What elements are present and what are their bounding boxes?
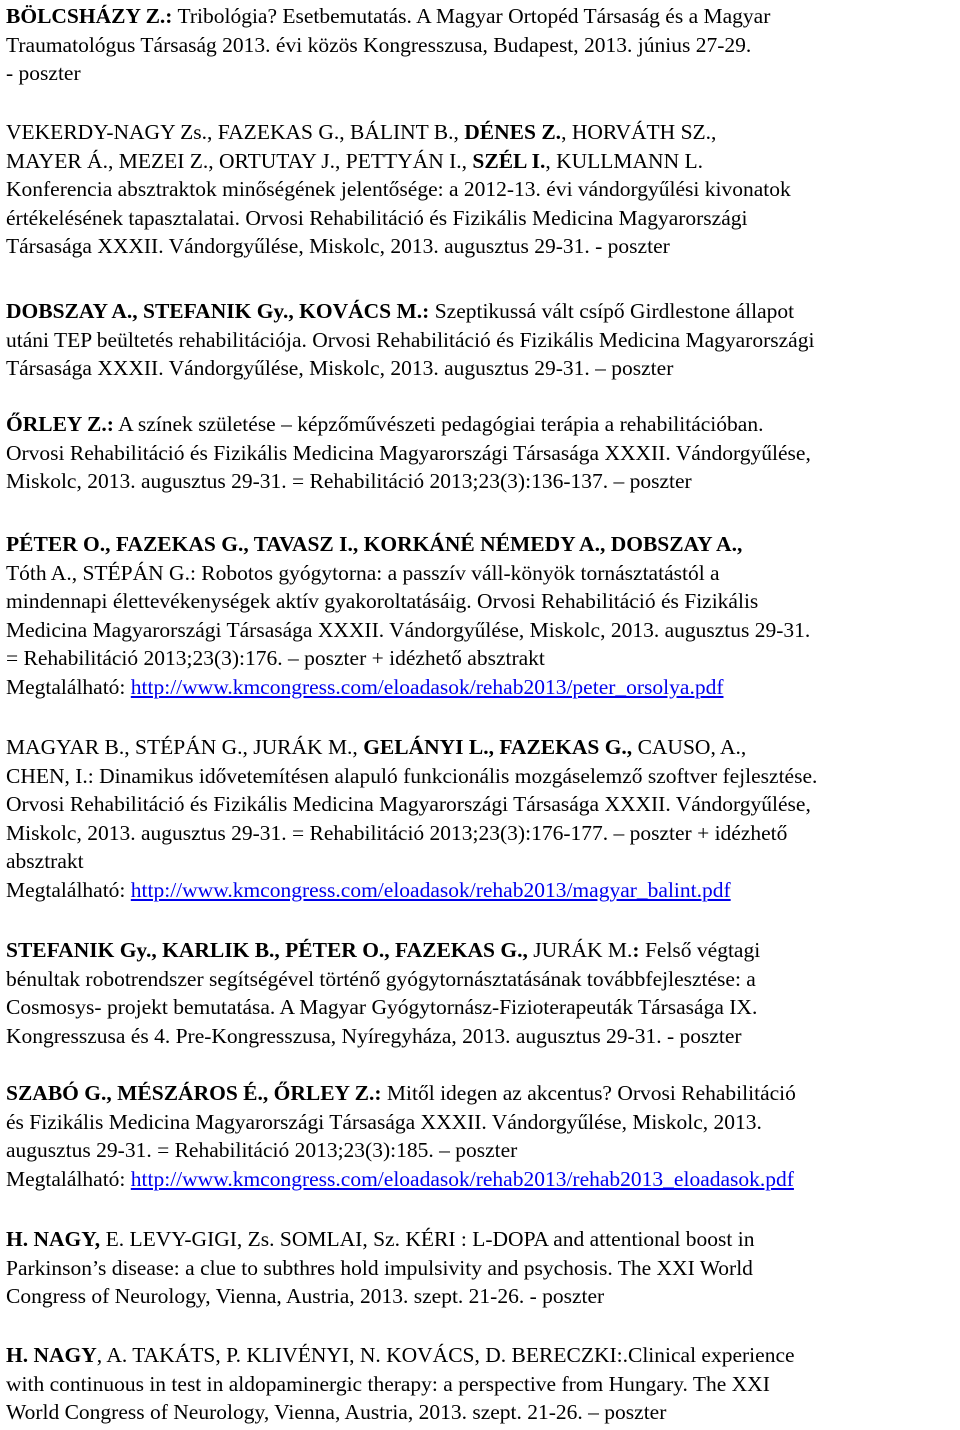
entry-line [6, 965, 956, 994]
entry-line [6, 616, 956, 645]
entry-line [6, 1282, 956, 1311]
entry-text: Tribológia? Esetbemutatás. A Magyar Ortopéd Társaság és a Magyar [172, 4, 771, 28]
publication-entry [6, 2, 956, 88]
entry-line [6, 31, 956, 60]
entry-text: MAGYAR B., STÉPÁN G., JURÁK M., [6, 735, 364, 759]
author-names: H. NAGY [6, 1343, 97, 1367]
entry-text: Megtalálható: [6, 877, 131, 902]
publication-entry [6, 936, 956, 1050]
entry-text: és Fizikális Medicina Magyarországi Társasága XXXII. Vándorgyűlése, Miskolc, 2013. [6, 1109, 762, 1134]
entry-line [6, 733, 956, 762]
entry-text: , A. TAKÁTS, P. KLIVÉNYI, N. KOVÁCS, D. BERECZKI:.Clinical experience [96, 1343, 795, 1367]
author-names: : [632, 938, 640, 962]
pdf-link[interactable]: http://www.kmcongress.com/eloadasok/rehab2013/rehab2013_eloadasok.pdf [130, 1166, 794, 1191]
entry-line [6, 326, 956, 355]
entry-line [6, 790, 956, 819]
entry-text: utáni TEP beültetés rehabilitációja. Orvosi Rehabilitáció és Fizikális Medicina Magyarországi [6, 327, 815, 352]
publication-entry [6, 1225, 956, 1311]
publication-entry [6, 1079, 956, 1193]
entry-text: , HORVÁTH SZ., [561, 120, 717, 144]
entry-line [6, 467, 956, 496]
publication-entry [6, 118, 956, 261]
entry-text: Társasága XXXII. Vándorgyűlése, Miskolc, 2013. augusztus 29-31. - poszter [6, 234, 670, 259]
author-names: ŐRLEY Z.: [6, 412, 114, 436]
pdf-link[interactable]: http://www.kmcongress.com/eloadasok/rehab2013/peter_orsolya.pdf [130, 674, 724, 699]
entry-text: mindennapi élettevékenységek aktív gyakoroltatásáig. Orvosi Rehabilitáció és Fizikális [6, 589, 759, 614]
author-names: BÖLCSHÁZY Z.: [6, 4, 173, 28]
entry-line [6, 1136, 956, 1165]
entry-text: A színek születése – képzőművészeti pedagógiai terápia a rehabilitációban. [113, 412, 764, 436]
entry-text: JURÁK M. [527, 938, 633, 962]
entry-line [6, 2, 956, 31]
entry-text: Szeptikussá vált csípő Girdlestone állapot [429, 299, 795, 323]
entry-text: CHEN, I.: Dinamikus idővetemítésen alapuló funkcionális mozgáselemző szoftver fejlesztése. [6, 763, 818, 788]
entry-text: Felső végtagi [639, 938, 761, 962]
publication-entry [6, 733, 956, 905]
entry-text: Megtalálható: [6, 674, 131, 699]
entry-line [6, 1370, 956, 1399]
entry-line [6, 936, 956, 965]
entry-line [6, 673, 956, 702]
entry-text: Megtalálható: [6, 1166, 131, 1191]
entry-line [6, 530, 956, 559]
entry-text: Medicina Magyarországi Társasága XXXII. Vándorgyűlése, Miskolc, 2013. augusztus 29-31. [6, 617, 811, 642]
author-names: PÉTER O., FAZEKAS G., TAVASZ I., KORKÁNÉ NÉMEDY A., DOBSZAY A., [6, 532, 743, 556]
entry-line [6, 232, 956, 261]
entry-text: , KULLMANN L. [545, 148, 703, 173]
author-names: STEFANIK Gy., KARLIK B., PÉTER O., FAZEKAS G., [6, 938, 528, 962]
entry-line [6, 59, 956, 88]
author-names: GELÁNYI L., FAZEKAS G., [363, 735, 633, 759]
entry-line [6, 147, 956, 176]
entry-line [6, 819, 956, 848]
entry-text: Parkinson’s disease: a clue to subthres hold impulsivity and psychosis. The XXI World [6, 1255, 753, 1280]
entry-line [6, 297, 956, 326]
author-names: SZABÓ G., MÉSZÁROS É., ŐRLEY Z.: [6, 1081, 382, 1105]
entry-line [6, 847, 956, 876]
entry-line [6, 644, 956, 673]
entry-line [6, 1398, 956, 1427]
entry-line [6, 354, 956, 383]
entry-text: MAYER Á., MEZEI Z., ORTUTAY J., PETTYÁN I., [6, 148, 473, 173]
entry-text: Tóth A., STÉPÁN G.: Robotos gyógytorna: a passzív váll-könyök tornásztatástól a [6, 560, 720, 585]
entry-line [6, 439, 956, 468]
entry-text: Orvosi Rehabilitáció és Fizikális Medicina Magyarországi Társasága XXXII. Vándorgyűlése, [6, 440, 811, 465]
author-names: SZÉL I. [472, 148, 546, 173]
entry-text: with continuous in test in aldopaminergic therapy: a perspective from Hungary. The XXI [6, 1371, 770, 1396]
entry-text: E. LEVY-GIGI, Zs. SOMLAI, Sz. KÉRI : L-DOPA and attentional boost in [100, 1227, 755, 1251]
entry-line [6, 175, 956, 204]
entry-text: értékelésének tapasztalatai. Orvosi Rehabilitáció és Fizikális Medicina Magyarországi [6, 205, 748, 230]
entry-text: absztrakt [6, 849, 84, 874]
entry-line [6, 1022, 956, 1051]
entry-text: Miskolc, 2013. augusztus 29-31. = Rehabilitáció 2013;23(3):176-177. – poszter + idézhető [6, 820, 788, 845]
entry-line [6, 1254, 956, 1283]
entry-text: Miskolc, 2013. augusztus 29-31. = Rehabilitáció 2013;23(3):136-137. – poszter [6, 469, 692, 494]
entry-text: Orvosi Rehabilitáció és Fizikális Medicina Magyarországi Társasága XXXII. Vándorgyűlése, [6, 792, 811, 817]
pdf-link[interactable]: http://www.kmcongress.com/eloadasok/rehab2013/magyar_balint.pdf [130, 877, 731, 902]
entry-line [6, 1108, 956, 1137]
entry-text: augusztus 29-31. = Rehabilitáció 2013;23(3):185. – poszter [6, 1138, 518, 1163]
entry-line [6, 559, 956, 588]
author-names: H. NAGY, [6, 1227, 101, 1251]
author-names: DÉNES Z. [464, 120, 562, 144]
entry-text: Konferencia absztraktok minőségének jelentősége: a 2012-13. évi vándorgyűlési kivonatok [6, 177, 791, 202]
entry-line [6, 762, 956, 791]
entry-line [6, 1341, 956, 1370]
entry-line [6, 118, 956, 147]
publication-entry [6, 530, 956, 702]
entry-text: Cosmosys- projekt bemutatása. A Magyar Gyógytornász-Fizioterapeuták Társasága IX. [6, 995, 758, 1020]
entry-text: Congress of Neurology, Vienna, Austria, 2013. szept. 21-26. - poszter [6, 1284, 605, 1309]
entry-text: CAUSO, A., [632, 735, 747, 759]
entry-text: Traumatológus Társaság 2013. évi közös Kongresszusa, Budapest, 2013. június 27-29. [6, 32, 752, 57]
entry-text: Társasága XXXII. Vándorgyűlése, Miskolc, 2013. augusztus 29-31. – poszter [6, 356, 674, 381]
entry-text: Mitől idegen az akcentus? Orvosi Rehabilitáció [381, 1081, 796, 1105]
publication-entry [6, 410, 956, 496]
entry-line [6, 410, 956, 439]
entry-text: bénultak robotrendszer segítségével történő gyógytornásztatásának továbbfejlesztése: a [6, 966, 756, 991]
entry-text: VEKERDY-NAGY Zs., FAZEKAS G., BÁLINT B., [6, 120, 465, 144]
entry-line [6, 204, 956, 233]
entry-text: World Congress of Neurology, Vienna, Austria, 2013. szept. 21-26. – poszter [6, 1400, 667, 1425]
entry-text: = Rehabilitáció 2013;23(3):176. – poszter + idézhető absztrakt [6, 646, 545, 671]
publication-entry [6, 1341, 956, 1427]
author-names: DOBSZAY A., STEFANIK Gy., KOVÁCS M.: [6, 299, 430, 323]
entry-line [6, 1225, 956, 1254]
entry-text: Kongresszusa és 4. Pre-Kongresszusa, Nyíregyháza, 2013. augusztus 29-31. - poszter [6, 1023, 742, 1048]
entry-line [6, 587, 956, 616]
entry-text: - poszter [6, 61, 81, 86]
entry-line [6, 876, 956, 905]
publication-entry [6, 297, 956, 383]
entry-line [6, 1165, 956, 1194]
entry-line [6, 993, 956, 1022]
entry-line [6, 1079, 956, 1108]
